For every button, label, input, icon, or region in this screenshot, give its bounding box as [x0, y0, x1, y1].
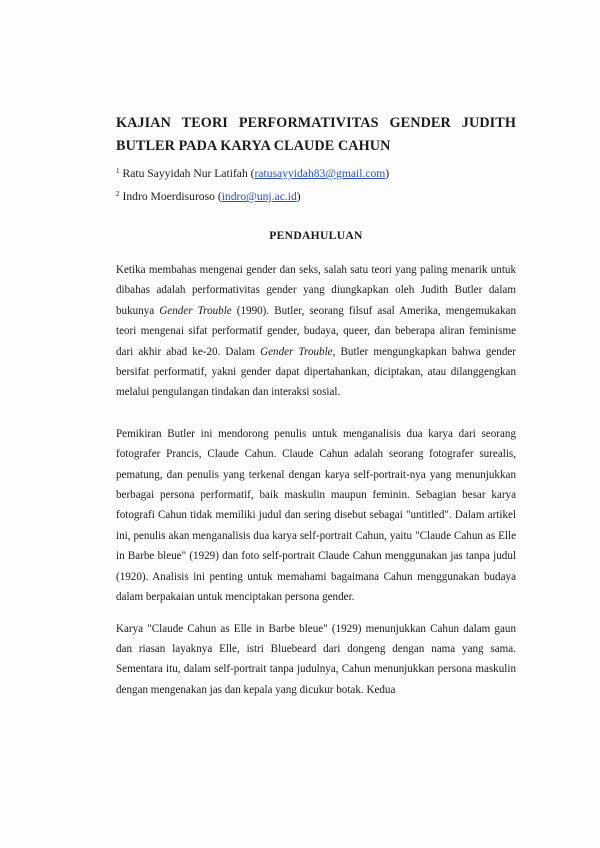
paragraph-1-italic-book-title-2: Gender Trouble: [260, 345, 333, 358]
paragraph-2: Pemikiran Butler ini mendorong penulis untuk menganalisis dua karya dari seorang fotografer Prancis, Claude Cahun. Claude Cahun adalah seorang fotografer surealis, pematung, dan penulis yang terkenal dengan karya self-portrait-nya yang menunjukkan berbagai persona performatif, baik maskulin maupun feminin. Sebagian besar karya fotografi Cahun tidak memiliki judul dan sering disebut sebagai "untitled". Dalam artikel ini, penulis akan menganalisis dua karya self-portrait Cahun, yaitu "Claude Cahun as Elle in Barbe bleue" (1929) dan foto self-portrait Claude Cahun menggunakan jas tanpa judul (1920). Analisis ini penting untuk memahami bagaimana Cahun menggunakan budaya dalam berpakaian untuk menciptakan persona gender.: [116, 427, 516, 604]
author-2: $^2$ Indro Moerdisuroso (indro@unj.ac.id): [116, 190, 301, 203]
paragraph-1-text-c: , Butler mengungkapkan bahwa gender bersifat performatif, yakni gender dapat dipertahankan, diciptakan, atau dilanggengkan melalui pengulangan tindakan dan interaksi sosial.: [116, 345, 517, 399]
paragraph-1-italic-book-title: Gender Trouble: [159, 304, 232, 317]
author-1-superscript: 1: [116, 167, 120, 175]
author-1-name: Ratu Sayyidah Nur Latifah: [122, 167, 248, 180]
paragraph-1-text-b: (1990). Butler, seorang filsuf asal Amerika, mengemukakan teori mengenai sifat performatif gender, budaya, queer, dan beberapa aliran feminisme dari akhir abad ke-20. Dalam: [116, 304, 516, 358]
paragraph-1-text-a: Ketika membahas mengenai gender dan seks, salah satu teori yang paling menarik untuk dibahas adalah performativitas gender yang diungkapkan oleh Judith Butler dalam bukunya: [116, 264, 516, 317]
paragraph-spacer: [116, 403, 516, 424]
paragraph-1: [116, 260, 516, 403]
author-2-superscript: 2: [116, 190, 120, 198]
author-1-email-link[interactable]: ratusayyidah83@gmail.com: [254, 167, 386, 180]
paper-title: KAJIAN TEORI PERFORMATIVITAS GENDER JUDITH BUTLER PADA KARYA CLAUDE CAHUN: [116, 115, 516, 154]
paper-content: [116, 112, 516, 700]
paragraph-3: Karya "Claude Cahun as Elle in Barbe bleue" (1929) menunjukkan Cahun dalam gaun dan riasan layaknya Elle, istri Bluebeard dari dongeng dengan nama yang sama. Sementara itu, dalam self-portrait tanpa judulnya, Cahun menunjukkan persona maskulin dengan mengenakan jas dan kepala yang dicukur botak. Kedua: [116, 622, 516, 696]
paragraph-spacer: [116, 608, 516, 619]
author-2-name: Indro Moerdisuroso: [122, 190, 215, 203]
section-heading: PENDAHULUAN: [269, 229, 363, 242]
author-2-email-link[interactable]: indro@unj.ac.id: [221, 190, 297, 203]
author-1: $^1$ Ratu Sayyidah Nur Latifah (ratusayyidah83@gmail.com): [116, 167, 390, 180]
